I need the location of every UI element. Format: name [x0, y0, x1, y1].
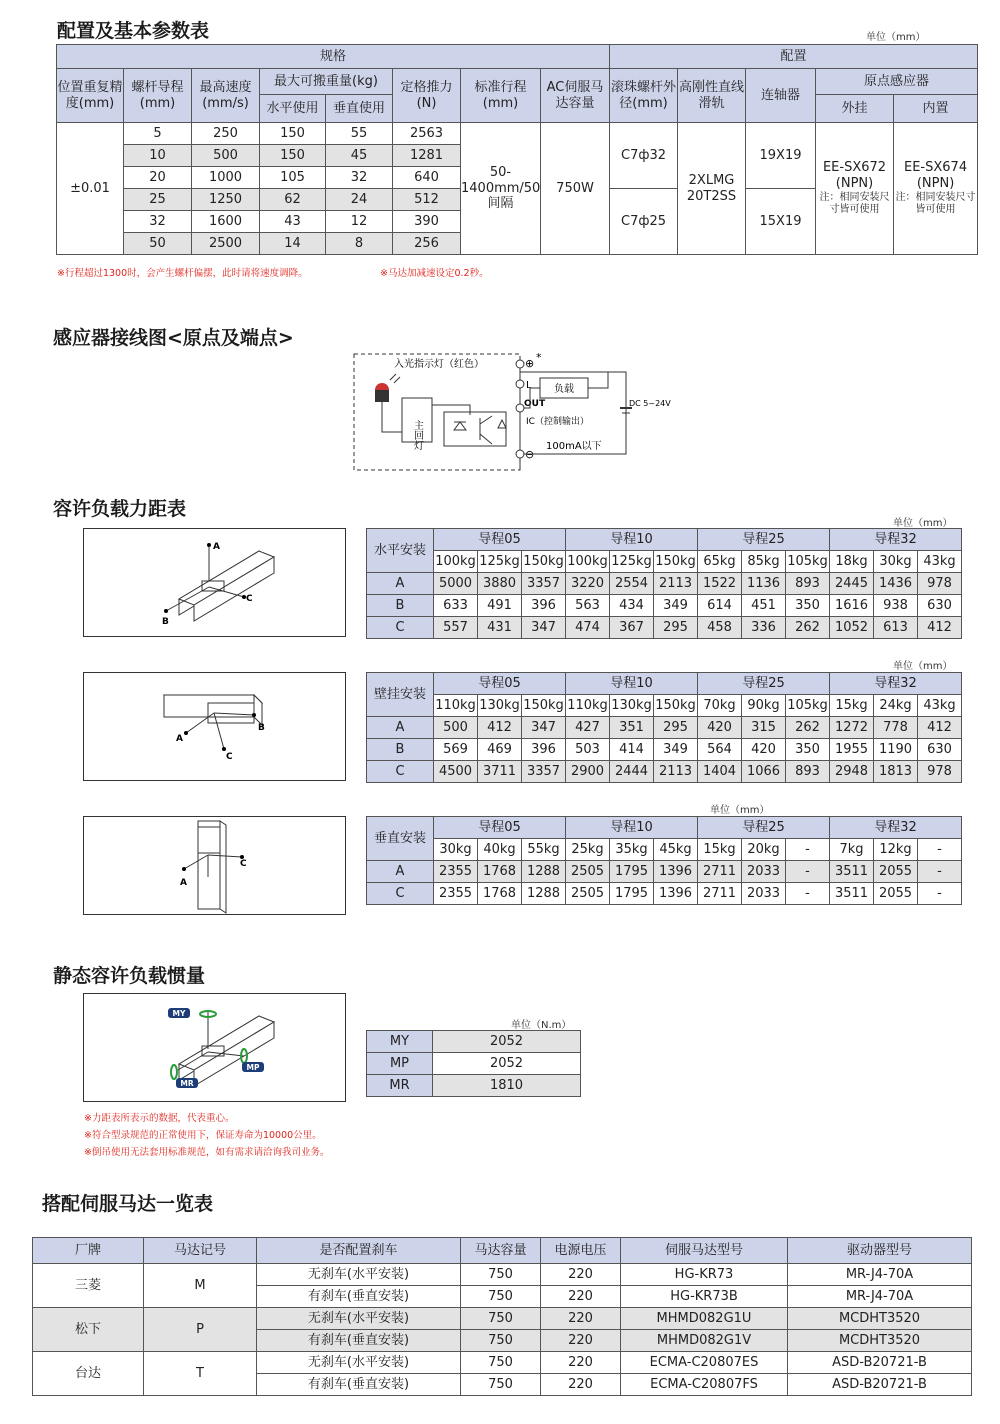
table-header-row: 厂牌 马达记号 是否配置刹车 马达容量 电源电压 伺服马达型号 驱动器型号 — [33, 1238, 972, 1264]
table-row: B 633 491 396 563 434 349 614 451 350 1616 938 630 — [367, 595, 962, 617]
sensor-ext-cell: EE-SX672 (NPN) 注：相同安装尺寸皆可使用 — [816, 123, 894, 255]
axis-a-label: A — [213, 542, 220, 552]
table-row: A 2355 1768 1288 2505 1795 1396 2711 2033 - 3511 2055 - — [367, 861, 962, 883]
brand-cell: 三菱 — [33, 1264, 144, 1308]
rail-cell: 2XLMG 20T2SS — [678, 123, 746, 255]
mount-label: 壁挂安装 — [367, 673, 434, 717]
lead-header: 导程32 — [830, 673, 962, 695]
mount-label: 水平安装 — [367, 529, 434, 573]
dc-label: DC 5~24V — [629, 399, 671, 408]
coupling-cell-2: 15X19 — [746, 189, 816, 255]
main-circuit-label: 主回灯 — [411, 420, 423, 450]
brand-cell: 台达 — [33, 1352, 144, 1396]
spec-cell: 32 — [124, 211, 192, 233]
header-ball: 滚珠螺杆外径(mm) — [610, 69, 678, 123]
moment-table-horizontal — [366, 528, 962, 639]
spec-cell: 32 — [326, 167, 393, 189]
header-repeat: 位置重复精度(mm) — [57, 69, 124, 123]
wall-mount-figure — [83, 672, 346, 781]
coupling-cell-1: 19X19 — [746, 123, 816, 189]
minus-terminal: ⊖ — [525, 448, 535, 461]
axis-c-label: C — [226, 752, 233, 762]
spec-cell: 50 — [124, 233, 192, 255]
lead-header: 导程25 — [698, 673, 830, 695]
lead-header: 导程05 — [434, 817, 566, 839]
table-row: MY 2052 — [367, 1031, 581, 1053]
header-speed: 最高速度(mm/s) — [192, 69, 260, 123]
table-row: B 569 469 396 503 414 349 564 420 350 1955 1190 630 — [367, 739, 962, 761]
axis-b-label: B — [162, 617, 169, 627]
ball-cell-2: C7ф25 — [610, 189, 678, 255]
mr-label: MR — [180, 1079, 194, 1088]
spec-note-2: ※马达加减速设定0.2秒。 — [380, 268, 489, 279]
ball-cell-1: C7ф32 — [610, 123, 678, 189]
header-rail: 高刚性直线滑轨 — [678, 69, 746, 123]
motor-table — [32, 1237, 972, 1396]
load-row: 30kg 40kg 55kg 25kg 35kg 45kg 15kg 20kg - 7kg 12kg - — [367, 839, 962, 861]
sensor-int-cell: EE-SX674 (NPN) 注：相同安装尺寸皆可使用 — [894, 123, 978, 255]
table-row: 有刹车(垂直安装) 750 220 HG-KR73B MR-J4-70A — [33, 1286, 972, 1308]
vertical-mount-figure — [83, 816, 346, 915]
spec-cell: 150 — [260, 123, 326, 145]
table-row: MR 1810 — [367, 1075, 581, 1097]
spec-cell: 512 — [393, 189, 461, 211]
section-title-wiring: 感应器接线图<原点及端点> — [53, 327, 294, 349]
header-h: 水平使用 — [260, 95, 326, 123]
spec-cell: 500 — [192, 145, 260, 167]
header-int: 内置 — [894, 95, 978, 123]
spec-cell: 1281 — [393, 145, 461, 167]
load-row: 110kg 130kg 150kg 110kg 130kg 150kg 70kg 90kg 105kg 15kg 24kg 43kg — [367, 695, 962, 717]
spec-cell: 640 — [393, 167, 461, 189]
header-lead: 螺杆导程(mm) — [124, 69, 192, 123]
header-load: 最大可搬重量(kg) — [260, 69, 393, 95]
header-v: 垂直使用 — [326, 95, 393, 123]
brand-cell: 松下 — [33, 1308, 144, 1352]
load-label: 负载 — [554, 384, 574, 395]
spec-cell: 25 — [124, 189, 192, 211]
spec-cell: 256 — [393, 233, 461, 255]
load-row: 100kg 125kg 150kg 100kg 125kg 150kg 65kg 85kg 105kg 18kg 30kg 43kg — [367, 551, 962, 573]
unit-label: 单位（mm） — [710, 805, 770, 816]
ma-label: 100mA以下 — [546, 441, 602, 452]
spec-cell: 250 — [192, 123, 260, 145]
table-row: 有刹车(垂直安装) 750 220 MHMD082G1V MCDHT3520 — [33, 1330, 972, 1352]
my-label: MY — [172, 1009, 186, 1018]
moment-table-vertical — [366, 816, 962, 905]
spec-cell: 1000 — [192, 167, 260, 189]
inertia-table — [366, 1030, 581, 1097]
spec-cell: 390 — [393, 211, 461, 233]
lead-header: 导程10 — [566, 529, 698, 551]
table-row: 三菱 M 无刹车(水平安装) 750 220 HG-KR73 MR-J4-70A — [33, 1264, 972, 1286]
lead-header: 导程25 — [698, 817, 830, 839]
header-thrust: 定格推力(N) — [393, 69, 461, 123]
spec-cell: 2500 — [192, 233, 260, 255]
mp-label: MP — [246, 1063, 260, 1072]
spec-cell: 55 — [326, 123, 393, 145]
axis-a-label: A — [176, 734, 183, 744]
header-ext: 外挂 — [816, 95, 894, 123]
spec-cell: 1250 — [192, 189, 260, 211]
l-terminal: L — [526, 380, 532, 391]
sensor-note: 注：相同安装尺寸皆可使用 — [819, 191, 890, 216]
spec-cell: 150 — [260, 145, 326, 167]
ic-label: IC（控制输出） — [526, 417, 589, 427]
spec-cell: 24 — [326, 189, 393, 211]
axis-c-label: C — [240, 859, 247, 869]
repeat-cell: ±0.01 — [57, 123, 124, 255]
spec-cell: 105 — [260, 167, 326, 189]
spec-cell: 8 — [326, 233, 393, 255]
unit-label: 单位（mm） — [893, 518, 953, 529]
table-row: C 557 431 347 474 367 295 458 336 262 1052 613 412 — [367, 617, 962, 639]
inertia-figure — [83, 993, 346, 1102]
axis-c-label: C — [246, 594, 253, 604]
inertia-note-1: ※力距表所表示的数据，代表重心。 — [84, 1113, 235, 1124]
star-mark: * — [536, 351, 542, 364]
spec-cell: 45 — [326, 145, 393, 167]
out-terminal: OUT — [524, 399, 546, 409]
table-row: A 5000 3880 3357 3220 2554 2113 1522 1136 893 2445 1436 978 — [367, 573, 962, 595]
spec-note-1: ※行程超过1300时，会产生螺杆偏摆，此时请将速度调降。 — [57, 268, 308, 279]
section-title-motor: 搭配伺服马达一览表 — [42, 1193, 214, 1215]
motor-cell: 750W — [541, 123, 610, 255]
table-row: MP 2052 — [367, 1053, 581, 1075]
spec-cell: 10 — [124, 145, 192, 167]
lead-header: 导程05 — [434, 529, 566, 551]
lead-header: 导程10 — [566, 673, 698, 695]
header-sensor: 原点感应器 — [816, 69, 978, 95]
spec-cell: 62 — [260, 189, 326, 211]
code-cell: M — [144, 1264, 257, 1308]
horizontal-mount-figure — [83, 528, 346, 637]
table-row: 台达 T 无刹车(水平安装) 750 220 ECMA-C20807ES ASD-B20721-B — [33, 1352, 972, 1374]
code-cell: T — [144, 1352, 257, 1396]
lead-header: 导程10 — [566, 817, 698, 839]
header-spec: 规格 — [57, 45, 610, 69]
inertia-note-2: ※符合型录规范的正常使用下，保证寿命为10000公里。 — [84, 1130, 322, 1141]
header-stroke: 标准行程(mm) — [461, 69, 541, 123]
spec-cell: 2563 — [393, 123, 461, 145]
section-title-moment: 容许负载力距表 — [53, 498, 187, 520]
stroke-cell: 50-1400mm/50间隔 — [461, 123, 541, 255]
table-row: 松下 P 无刹车(水平安装) 750 220 MHMD082G1U MCDHT3520 — [33, 1308, 972, 1330]
section-title-spec: 配置及基本参数表 — [57, 20, 210, 42]
wiring-diagram — [350, 350, 671, 475]
header-coupling: 连轴器 — [746, 69, 816, 123]
spec-cell: 12 — [326, 211, 393, 233]
header-config: 配置 — [610, 45, 978, 69]
spec-cell: 14 — [260, 233, 326, 255]
plus-terminal: ⊕ — [525, 357, 535, 370]
section-title-inertia: 静态容许负载惯量 — [53, 965, 206, 987]
axis-b-label: B — [258, 723, 265, 733]
spec-cell: 20 — [124, 167, 192, 189]
table-row: C 4500 3711 3357 2900 2444 2113 1404 1066 893 2948 1813 978 — [367, 761, 962, 783]
axis-a-label: A — [180, 878, 187, 888]
lead-header: 导程25 — [698, 529, 830, 551]
mount-label: 垂直安装 — [367, 817, 434, 861]
spec-cell: 5 — [124, 123, 192, 145]
table-row: C 2355 1768 1288 2505 1795 1396 2711 2033 - 3511 2055 - — [367, 883, 962, 905]
inertia-note-3: ※倒吊使用无法套用标准规范，如有需求请洽询我司业务。 — [84, 1147, 330, 1158]
lead-header: 导程32 — [830, 529, 962, 551]
spec-table — [56, 44, 978, 255]
spec-cell: 1600 — [192, 211, 260, 233]
lead-header: 导程32 — [830, 817, 962, 839]
header-motor: AC伺服马达容量 — [541, 69, 610, 123]
table-row: 有刹车(垂直安装) 750 220 ECMA-C20807FS ASD-B20721-B — [33, 1374, 972, 1396]
unit-label: 单位（N.m） — [511, 1020, 572, 1031]
unit-label: 单位（mm） — [866, 32, 926, 43]
code-cell: P — [144, 1308, 257, 1352]
table-row: A 500 412 347 427 351 295 420 315 262 1272 778 412 — [367, 717, 962, 739]
spec-cell: 43 — [260, 211, 326, 233]
moment-table-wall — [366, 672, 962, 783]
lead-header: 导程05 — [434, 673, 566, 695]
unit-label: 单位（mm） — [893, 661, 953, 672]
led-label: 入光指示灯（红色） — [394, 359, 484, 370]
sensor-note: 注：相同安装尺寸皆可使用 — [895, 191, 976, 216]
